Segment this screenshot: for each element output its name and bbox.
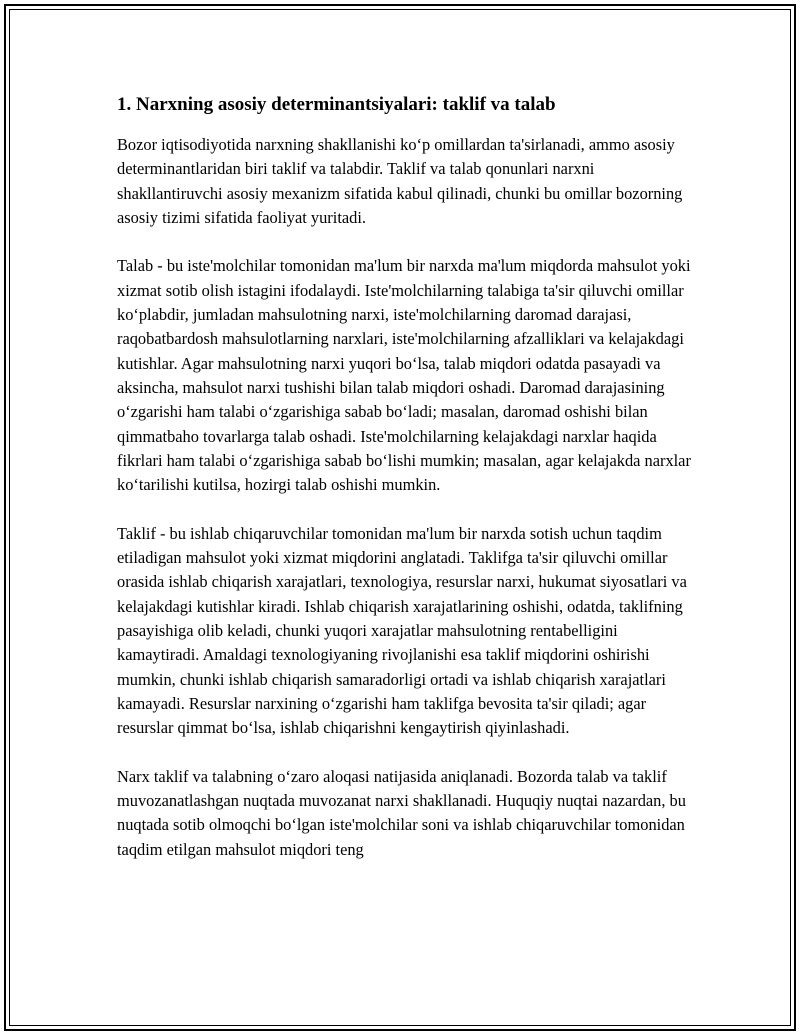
document-body xyxy=(117,92,691,886)
paragraph-supply: Taklif - bu ishlab chiqaruvchilar tomonidan ma'lum bir narxda sotish uchun taqdim etiladigan mahsulot yoki xizmat miqdorini anglatadi. Taklifga ta'sir qiluvchi omillar orasida ishlab chiqarish xarajatlari, texnologiya, resurslar narxi, hukumat siyosatlari va kelajakdagi kutishlar kiradi. Ishlab chiqarish xarajatlarining oshishi, odatda, taklifning pasayishiga olib keladi, chunki yuqori xarajatlar mahsulotning rentabelligini kamaytiradi. Amaldagi texnologiyaning rivojlanishi esa taklif miqdorini oshirishi mumkin, chunki ishlab chiqarish samaradorligi ortadi va ishlab chiqarish xarajatlari kamayadi. Resurslar narxining oʻzgarishi ham taklifga bevosita ta'sir qiladi; agar resurslar qimmat boʻlsa, ishlab chiqarishni kengaytirish qiyinlashadi. xyxy=(117,523,687,738)
section-heading: 1. Narxning asosiy determinantsiyalari: taklif va talab xyxy=(117,94,556,115)
paragraph-equilibrium: Narx taklif va talabning oʻzaro aloqasi natijasida aniqlanadi. Bozorda talab va taklif muvozanatlashgan nuqtada muvozanat narxi shakllanadi. Huquqiy nuqtai nazardan, bu nuqtada sotib olmoqchi boʻlgan iste'molchilar soni va ishlab chiqaruvchilar tomonidan taqdim etilgan mahsulot miqdori teng xyxy=(117,766,686,859)
paragraph-demand: Talab - bu iste'molchilar tomonidan ma'lum bir narxda ma'lum miqdorda mahsulot yoki xizmat sotib olish istagini ifodalaydi. Iste'molchilarning talabiga ta'sir qiluvchi omillar koʻplabdir, jumladan mahsulotning narxi, iste'molchilarning daromad darajasi, raqobatbardosh mahsulotlarning narxlari, iste'molchilarning afzalliklari va kelajakdagi kutishlar. Agar mahsulotning narxi yuqori boʻlsa, talab miqdori odatda pasayadi va aksincha, mahsulot narxi tushishi bilan talab miqdori oshadi. Daromad darajasining oʻzgarishi ham talabi oʻzgarishiga sabab boʻladi; masalan, daromad oshishi bilan qimmatbaho tovarlarga talab oshadi. Iste'molchilarning kelajakdagi narxlar haqida fikrlari ham talabi oʻzgarishiga sabab boʻlishi mumkin; masalan, agar kelajakda narxlar koʻtarilishi kutilsa, hozirgi talab oshishi mumkin. xyxy=(117,256,691,495)
paragraph-intro: Bozor iqtisodiyotida narxning shakllanishi koʻp omillardan ta'sirlanadi, ammo asosiy determinantlaridan biri taklif va talabdir. Taklif va talab qonunlari narxni shakllantiruvchi asosiy mexanizm sifatida kabul qilinadi, chunki bu omillar bozorning asosiy tizimi sifatida faoliyat yuritadi. xyxy=(117,135,683,227)
